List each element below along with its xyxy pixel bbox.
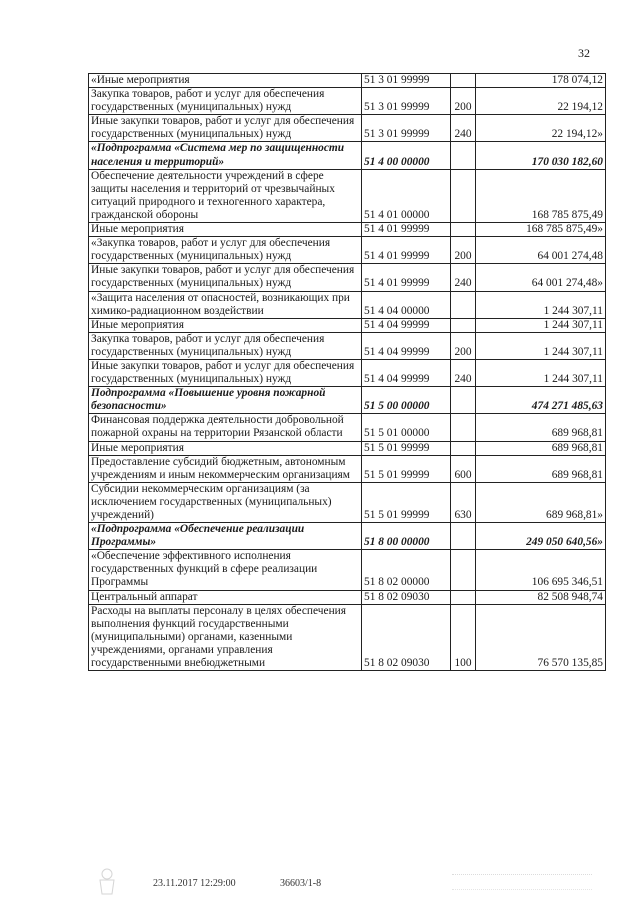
row-amount: 64 001 274,48	[476, 237, 606, 264]
table-row	[89, 237, 606, 264]
row-name: Иные мероприятия	[89, 441, 362, 455]
row-code: 51 4 04 00000	[362, 291, 451, 318]
row-type	[451, 142, 476, 169]
row-code: 51 8 02 00000	[362, 550, 451, 590]
table-row	[89, 223, 606, 237]
row-code: 51 4 00 00000	[362, 142, 451, 169]
footer-doc-number: 36603/1-8	[280, 878, 322, 889]
table-row	[89, 387, 606, 414]
row-amount: 1 244 307,11	[476, 291, 606, 318]
row-type	[451, 590, 476, 604]
table-row	[89, 550, 606, 590]
row-name: Закупка товаров, работ и услуг для обеспечения государственных (муниципальных) нужд	[89, 88, 362, 115]
row-code: 51 4 01 99999	[362, 264, 451, 291]
row-code: 51 8 00 00000	[362, 523, 451, 550]
page-number: 32	[578, 46, 590, 60]
row-code: 51 5 01 99999	[362, 441, 451, 455]
row-type	[451, 291, 476, 318]
table-row	[89, 604, 606, 670]
table-row	[89, 590, 606, 604]
table-row	[89, 455, 606, 482]
row-amount: 178 074,12	[476, 74, 606, 88]
table-row	[89, 88, 606, 115]
row-type	[451, 523, 476, 550]
row-amount: 168 785 875,49	[476, 169, 606, 222]
table-row	[89, 291, 606, 318]
row-code: 51 5 00 00000	[362, 387, 451, 414]
row-name: Субсидии некоммерческим организациям (за исключением государственных (муниципальных) учреждений)	[89, 482, 362, 522]
budget-table	[88, 73, 606, 671]
table-row	[89, 359, 606, 386]
row-amount: 249 050 640,56»	[476, 523, 606, 550]
row-code: 51 4 04 99999	[362, 332, 451, 359]
row-type	[451, 318, 476, 332]
row-code: 51 3 01 99999	[362, 115, 451, 142]
table-row	[89, 441, 606, 455]
row-name: «Иные мероприятия	[89, 74, 362, 88]
table-row	[89, 318, 606, 332]
row-code: 51 5 01 00000	[362, 414, 451, 441]
row-name: Иные мероприятия	[89, 223, 362, 237]
row-type: 600	[451, 455, 476, 482]
row-type: 240	[451, 359, 476, 386]
row-name: Расходы на выплаты персоналу в целях обеспечения выполнения функций государственными (муниципальными) органами, казенными учреждениями, органами управления государственными внебюджетными	[89, 604, 362, 670]
row-type	[451, 414, 476, 441]
table-row	[89, 142, 606, 169]
row-type	[451, 550, 476, 590]
row-type	[451, 223, 476, 237]
row-amount: 82 508 948,74	[476, 590, 606, 604]
row-type: 200	[451, 332, 476, 359]
row-name: «Обеспечение эффективного исполнения государственных функций в сфере реализации Программы	[89, 550, 362, 590]
row-amount: 168 785 875,49»	[476, 223, 606, 237]
row-name: Иные мероприятия	[89, 318, 362, 332]
seal-mark-icon	[96, 866, 118, 896]
row-type	[451, 441, 476, 455]
row-code: 51 4 01 99999	[362, 223, 451, 237]
row-name: «Закупка товаров, работ и услуг для обеспечения государственных (муниципальных) нужд	[89, 237, 362, 264]
row-name: Подпрограмма «Повышение уровня пожарной безопасности»	[89, 387, 362, 414]
row-amount: 64 001 274,48»	[476, 264, 606, 291]
row-type: 200	[451, 237, 476, 264]
row-name: «Подпрограмма «Система мер по защищенности населения и территорий»	[89, 142, 362, 169]
row-amount: 1 244 307,11	[476, 332, 606, 359]
row-amount: 689 968,81	[476, 441, 606, 455]
table-row	[89, 169, 606, 222]
table-row	[89, 523, 606, 550]
row-type	[451, 387, 476, 414]
table-row	[89, 115, 606, 142]
table-row	[89, 74, 606, 88]
row-code: 51 3 01 99999	[362, 88, 451, 115]
row-type: 100	[451, 604, 476, 670]
row-name: «Защита населения от опасностей, возникающих при химико-радиационном воздействии	[89, 291, 362, 318]
footer-date: 23.11.2017 12:29:00	[153, 878, 236, 889]
row-code: 51 3 01 99999	[362, 74, 451, 88]
row-type: 240	[451, 115, 476, 142]
row-amount: 1 244 307,11	[476, 359, 606, 386]
row-type: 240	[451, 264, 476, 291]
row-amount: 689 968,81	[476, 414, 606, 441]
row-name: Предоставление субсидий бюджетным, автономным учреждениям и иным некоммерческим организациям	[89, 455, 362, 482]
row-code: 51 4 01 99999	[362, 237, 451, 264]
row-code: 51 5 01 99999	[362, 482, 451, 522]
row-name: Закупка товаров, работ и услуг для обеспечения государственных (муниципальных) нужд	[89, 332, 362, 359]
row-code: 51 4 04 99999	[362, 359, 451, 386]
table-row	[89, 414, 606, 441]
row-code: 51 5 01 99999	[362, 455, 451, 482]
row-name: Иные закупки товаров, работ и услуг для обеспечения государственных (муниципальных) нужд	[89, 264, 362, 291]
row-amount: 689 968,81»	[476, 482, 606, 522]
row-amount: 170 030 182,60	[476, 142, 606, 169]
row-amount: 106 695 346,51	[476, 550, 606, 590]
row-code: 51 4 04 99999	[362, 318, 451, 332]
row-amount: 22 194,12»	[476, 115, 606, 142]
row-name: Иные закупки товаров, работ и услуг для обеспечения государственных (муниципальных) нужд	[89, 115, 362, 142]
table-row	[89, 264, 606, 291]
row-type	[451, 169, 476, 222]
table-row	[89, 332, 606, 359]
row-name: Центральный аппарат	[89, 590, 362, 604]
row-amount: 76 570 135,85	[476, 604, 606, 670]
row-type	[451, 74, 476, 88]
row-name: Финансовая поддержка деятельности добровольной пожарной охраны на территории Рязанской области	[89, 414, 362, 441]
row-code: 51 8 02 09030	[362, 590, 451, 604]
row-type: 630	[451, 482, 476, 522]
row-amount: 22 194,12	[476, 88, 606, 115]
row-code: 51 8 02 09030	[362, 604, 451, 670]
row-amount: 1 244 307,11	[476, 318, 606, 332]
table-row	[89, 482, 606, 522]
row-amount: 474 271 485,63	[476, 387, 606, 414]
faint-stamp	[452, 874, 592, 890]
row-code: 51 4 01 00000	[362, 169, 451, 222]
row-name: Обеспечение деятельности учреждений в сфере защиты населения и территорий от чрезвычайных ситуаций природного и техногенного характера, гражданской обороны	[89, 169, 362, 222]
row-type: 200	[451, 88, 476, 115]
row-name: «Подпрограмма «Обеспечение реализации Программы»	[89, 523, 362, 550]
row-amount: 689 968,81	[476, 455, 606, 482]
row-name: Иные закупки товаров, работ и услуг для обеспечения государственных (муниципальных) нужд	[89, 359, 362, 386]
